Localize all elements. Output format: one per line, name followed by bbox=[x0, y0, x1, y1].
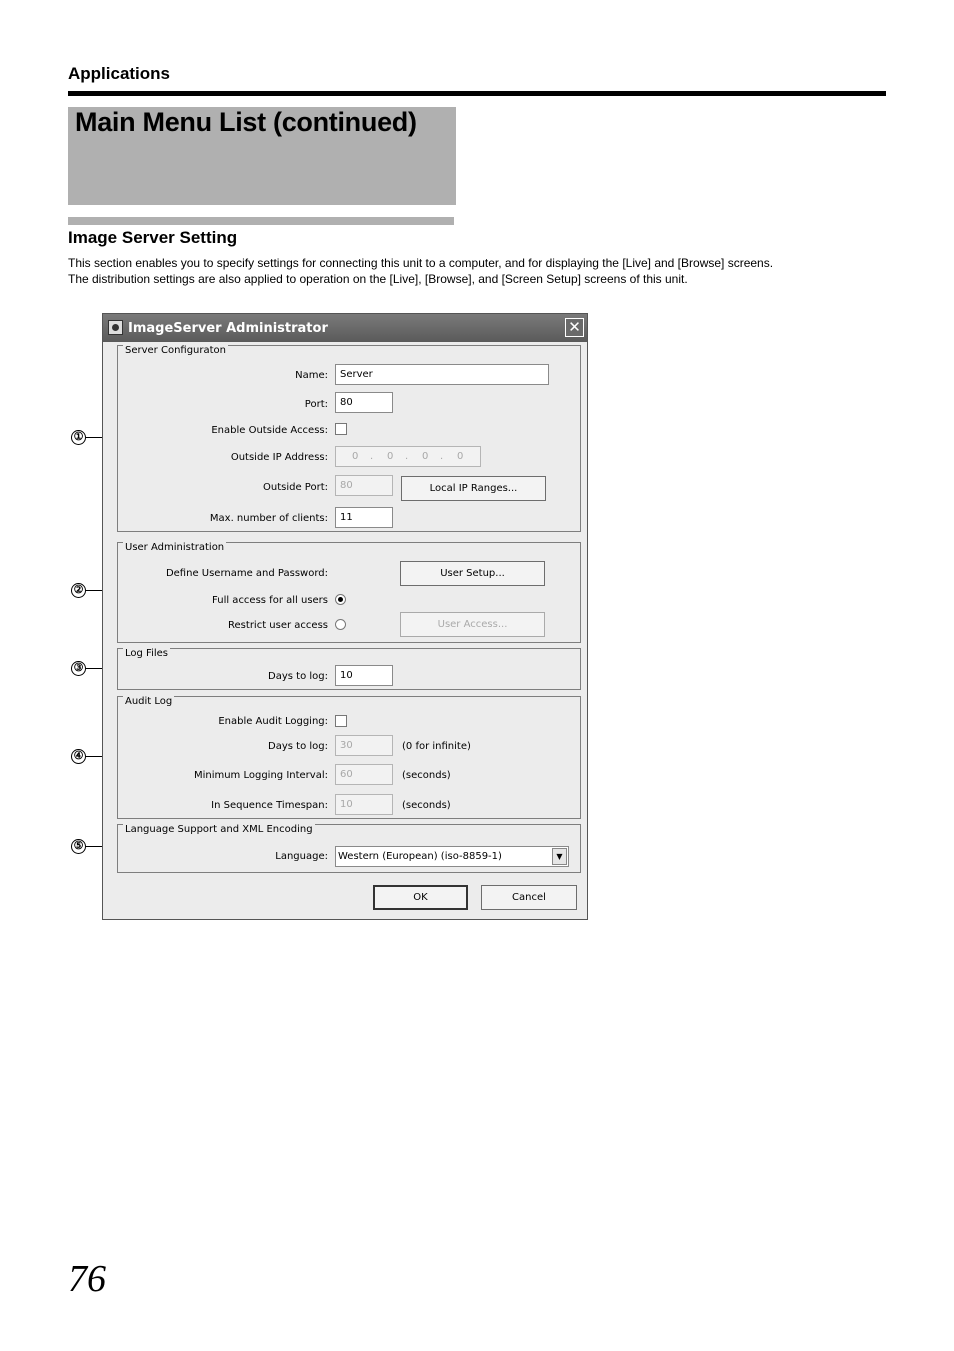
intro-line-2: The distribution settings are also applied to operation on the [Live], [Browse], and [Screen Setup] screens of this unit. bbox=[68, 272, 688, 286]
min-interval-field[interactable]: 60 bbox=[335, 764, 393, 785]
outside-access-label: Enable Outside Access: bbox=[211, 425, 328, 436]
language-group bbox=[117, 824, 581, 873]
user-admin-group bbox=[117, 542, 581, 643]
port-field[interactable]: 80 bbox=[335, 392, 393, 413]
outside-ip-field[interactable] bbox=[335, 446, 481, 467]
section-heading: Image Server Setting bbox=[68, 228, 238, 247]
audit-days-label: Days to log: bbox=[268, 741, 328, 752]
ip-octet-2: 0 bbox=[387, 451, 394, 462]
log-files-group bbox=[117, 648, 581, 690]
section-label: Applications bbox=[68, 64, 171, 83]
app-icon bbox=[108, 320, 123, 335]
language-legend: Language Support and XML Encoding bbox=[125, 824, 313, 835]
chevron-down-icon[interactable]: ▼ bbox=[552, 848, 567, 865]
timespan-note: (seconds) bbox=[402, 800, 451, 811]
min-interval-note: (seconds) bbox=[402, 770, 451, 781]
ok-button[interactable]: OK bbox=[373, 885, 468, 910]
restrict-access-label: Restrict user access bbox=[228, 620, 328, 631]
server-config-legend: Server Configuraton bbox=[125, 345, 227, 356]
max-clients-field[interactable]: 11 bbox=[335, 507, 393, 528]
language-label: Language: bbox=[275, 851, 328, 862]
ip-separator-2: . bbox=[405, 451, 409, 462]
audit-enable-label: Enable Audit Logging: bbox=[218, 716, 328, 727]
page-title: Main Menu List (continued) bbox=[75, 107, 417, 137]
port-label: Port: bbox=[304, 399, 328, 410]
ip-separator-1: . bbox=[370, 451, 374, 462]
log-days-field[interactable]: 10 bbox=[335, 665, 393, 686]
dialog-titlebar[interactable] bbox=[103, 314, 587, 342]
header-rule bbox=[68, 91, 886, 96]
timespan-label: In Sequence Timespan: bbox=[211, 800, 328, 811]
user-access-button[interactable]: User Access... bbox=[400, 612, 545, 637]
intro-line-1: This section enables you to specify settings for connecting this unit to a computer, and for displaying the [Live] and [Browse] screens. bbox=[68, 256, 774, 270]
log-files-legend: Log Files bbox=[125, 648, 168, 659]
define-credentials-label: Define Username and Password: bbox=[165, 568, 328, 579]
intro-text bbox=[68, 255, 888, 287]
close-button[interactable]: ✕ bbox=[565, 318, 584, 337]
audit-log-group bbox=[117, 696, 581, 819]
callout-4: ④ bbox=[71, 749, 86, 764]
dialog-window bbox=[102, 313, 588, 920]
timespan-field[interactable]: 10 bbox=[335, 794, 393, 815]
language-select-value: Western (European) (iso-8859-1) bbox=[338, 851, 502, 862]
outside-port-label: Outside Port: bbox=[263, 482, 328, 493]
language-select[interactable] bbox=[335, 846, 569, 867]
audit-log-legend: Audit Log bbox=[125, 696, 173, 707]
audit-days-note: (0 for infinite) bbox=[402, 741, 471, 752]
ip-octet-4: 0 bbox=[457, 451, 464, 462]
audit-days-field[interactable]: 30 bbox=[335, 735, 393, 756]
ip-octet-3: 0 bbox=[422, 451, 429, 462]
name-field[interactable]: Server bbox=[335, 364, 549, 385]
server-config-group bbox=[117, 345, 581, 532]
restrict-access-radio[interactable] bbox=[335, 619, 346, 630]
callout-3: ③ bbox=[71, 661, 86, 676]
min-interval-label: Minimum Logging Interval: bbox=[193, 770, 328, 781]
dialog-title: ImageServer Administrator bbox=[128, 321, 328, 336]
audit-enable-checkbox[interactable] bbox=[335, 715, 347, 727]
callout-1: ① bbox=[71, 430, 86, 445]
outside-port-field[interactable]: 80 bbox=[335, 475, 393, 496]
full-access-radio[interactable] bbox=[335, 594, 346, 605]
callout-2: ② bbox=[71, 583, 86, 598]
local-ip-ranges-button[interactable]: Local IP Ranges... bbox=[401, 476, 546, 501]
ip-octet-1: 0 bbox=[352, 451, 359, 462]
cancel-button[interactable]: Cancel bbox=[481, 885, 577, 910]
full-access-label: Full access for all users bbox=[212, 595, 328, 606]
name-label: Name: bbox=[295, 370, 328, 381]
max-clients-label: Max. number of clients: bbox=[209, 513, 328, 524]
title-box bbox=[68, 107, 456, 205]
callout-5: ⑤ bbox=[71, 839, 86, 854]
section-divider bbox=[68, 217, 454, 225]
user-setup-button[interactable]: User Setup... bbox=[400, 561, 545, 586]
log-days-label: Days to log: bbox=[268, 671, 328, 682]
ip-separator-3: . bbox=[440, 451, 444, 462]
page-number: 76 bbox=[68, 1258, 106, 1300]
outside-ip-label: Outside IP Address: bbox=[230, 452, 328, 463]
outside-access-checkbox[interactable] bbox=[335, 423, 347, 435]
user-admin-legend: User Administration bbox=[125, 542, 225, 553]
